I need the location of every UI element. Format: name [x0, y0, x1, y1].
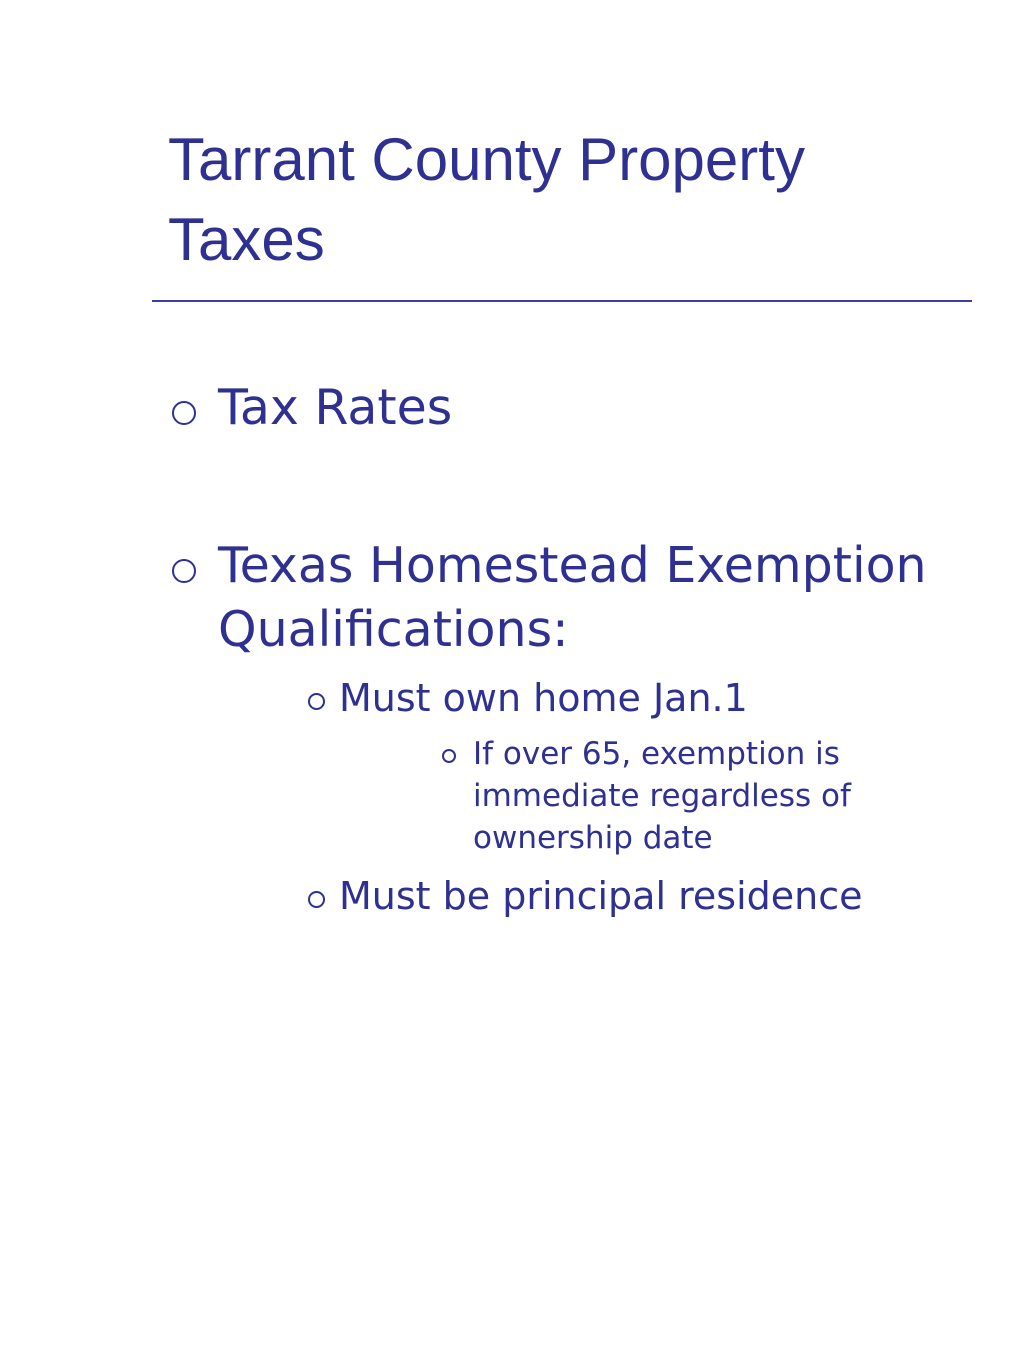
slide-title: Tarrant County Property Taxes: [168, 126, 805, 273]
sub-bullet-principal-residence: [308, 872, 999, 920]
bullet-text: Texas Homestead Exemption Qualifications:: [218, 537, 927, 658]
bullet-homestead-exemption: [172, 534, 958, 662]
bullet-text: Tax Rates: [218, 379, 453, 436]
bullet-text: Must be principal residence: [339, 874, 863, 918]
hollow-circle-icon: [308, 693, 325, 710]
sub-bullet-own-home: [308, 674, 999, 722]
bullet-text: If over 65, exemption is immediate regardless of ownership date: [473, 736, 851, 856]
sub-sub-bullet-over-65: [442, 733, 943, 859]
bullet-text: Must own home Jan.1: [339, 676, 748, 720]
hollow-circle-icon: [172, 559, 196, 583]
hollow-circle-icon: [308, 891, 325, 908]
hollow-circle-icon: [172, 401, 196, 425]
title-divider: [152, 300, 972, 302]
bullet-tax-rates: [172, 376, 958, 440]
hollow-circle-icon: [442, 749, 456, 763]
